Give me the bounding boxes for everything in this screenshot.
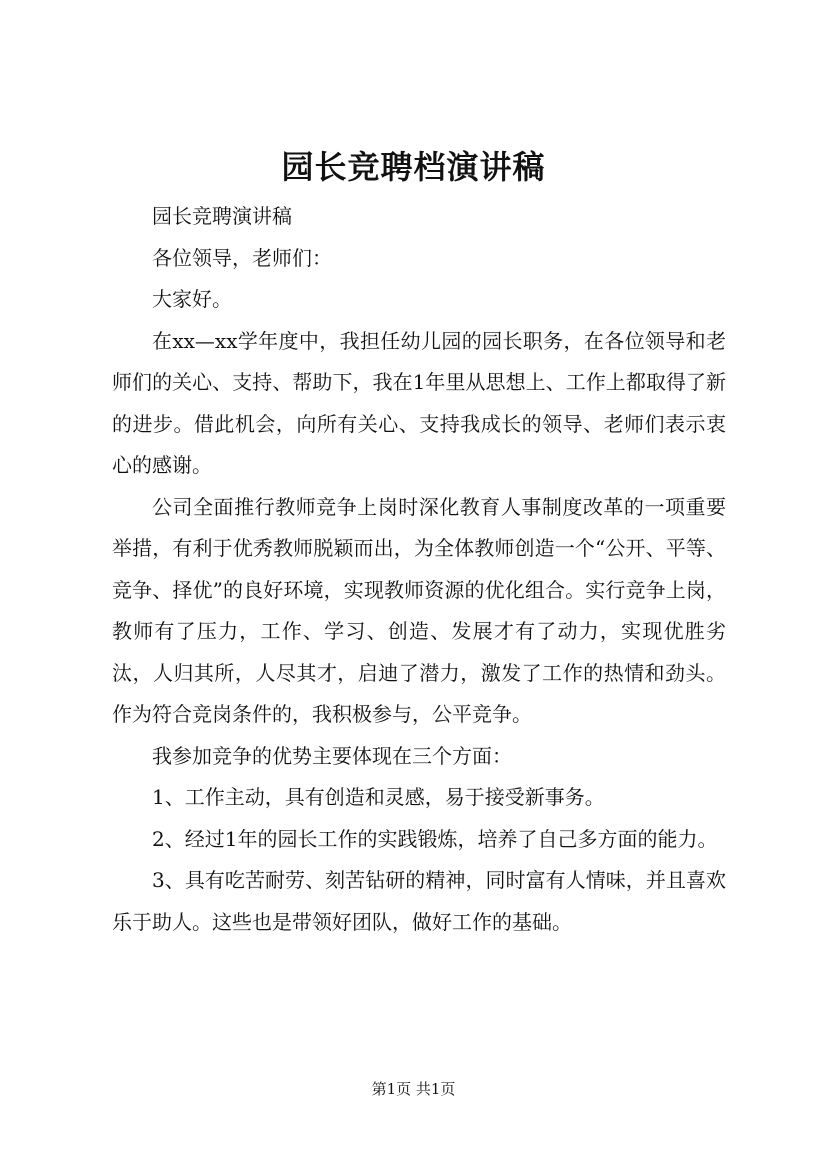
paragraph-intro: 在xx—xx学年度中，我担任幼儿园的园长职务，在各位领导和老师们的关心、支持、帮助下，我在1年里从思想上、工作上都取得了新的进步。借此机会，向所有关心、支持我成长的领导、老师们表示衷心的感谢。: [112, 328, 726, 477]
paragraph-competition: 公司全面推行教师竞争上岗时深化教育人事制度改革的一项重要举措，有利于优秀教师脱颖而出，为全体教师创造一个“公开、平等、竞争、择优”的良好环境，实现教师资源的优化组合。实行竞争上岗，教师有了压力，工作、学习、创造、发展才有了动力，实现优胜劣汰，人归其所，人尽其才，启迪了潜力，激发了工作的热情和劲头。作为符合竞岗条件的，我积极参与，公平竞争。: [112, 494, 726, 726]
paragraph-advantage-2: 2、经过1年的园长工作的实践锻炼，培养了自己多方面的能力。: [152, 826, 718, 851]
paragraph-salutation: 各位领导，老师们：: [152, 245, 332, 270]
paragraph-advantage-1: 1、工作主动，具有创造和灵感，易于接受新事务。: [152, 785, 605, 809]
document-title: 园长竞聘档演讲稿: [281, 148, 546, 186]
paragraph-advantages-heading: 我参加竞争的优势主要体现在三个方面：: [152, 743, 512, 768]
page-number: 第1页 共1页: [371, 1080, 456, 1098]
paragraph-subtitle: 园长竞聘演讲稿: [152, 204, 292, 228]
paragraph-greeting: 大家好。: [152, 287, 232, 311]
paragraph-advantage-3: 3、具有吃苦耐劳、刻苦钻研的精神，同时富有人情味，并且喜欢乐于助人。这些也是带领好团队，做好工作的基础。: [112, 868, 726, 934]
document-body: [112, 196, 726, 943]
